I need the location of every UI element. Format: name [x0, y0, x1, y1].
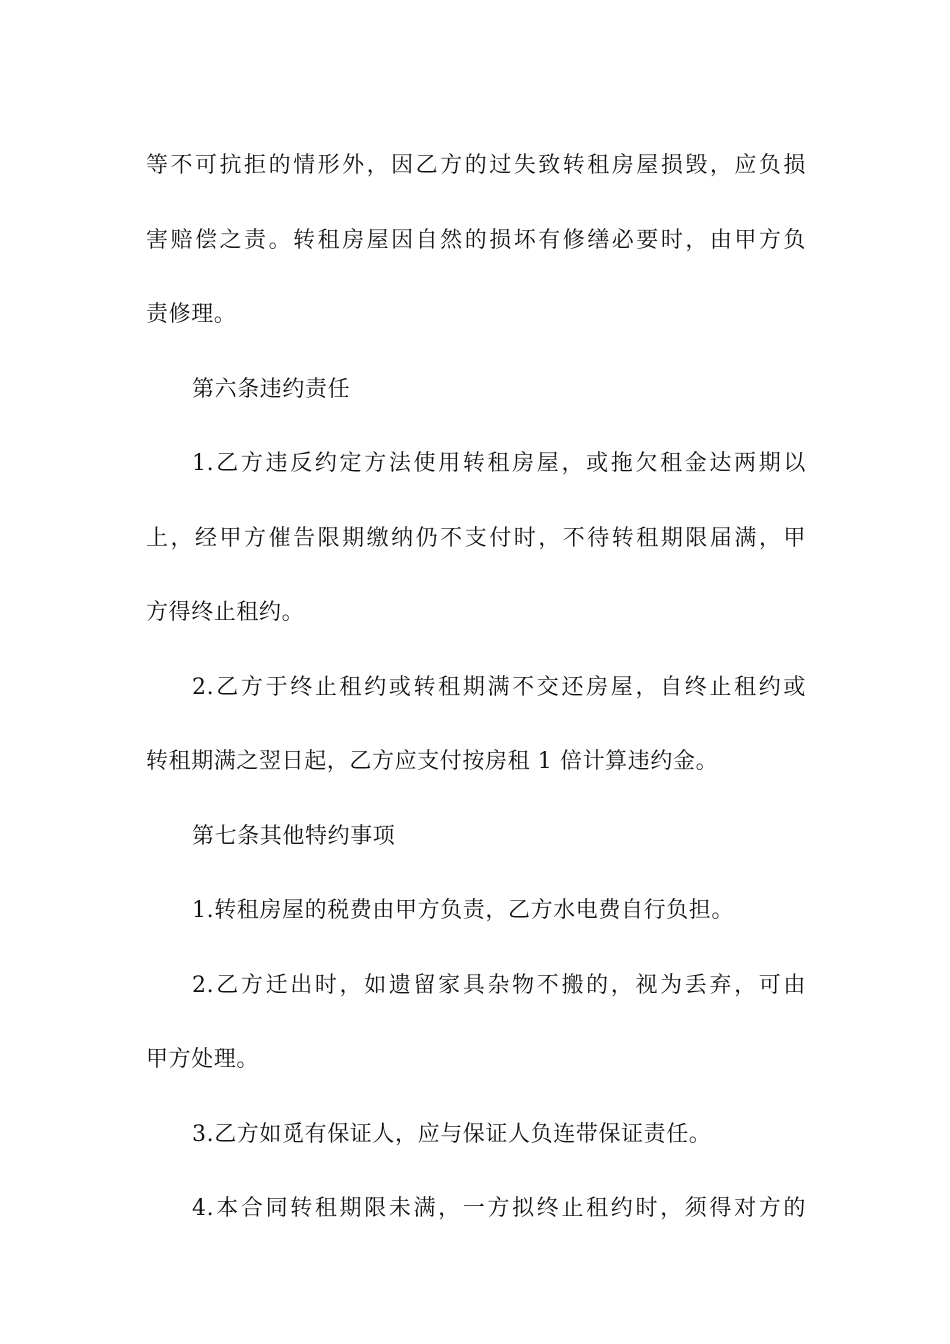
- text-line-7: 方得终止租约。: [146, 600, 305, 625]
- section-heading-article-6: 第六条违约责任: [192, 376, 351, 402]
- text-line-1: 等不可抗拒的情形外，因乙方的过失致转租房屋损毁，应负损: [146, 153, 806, 178]
- section-heading-article-7: 第七条其他特约事项: [192, 823, 396, 849]
- text-line-12: 2.乙方迁出时，如遗留家具杂物不搬的，视为丢弃，可由: [192, 972, 806, 998]
- text-line-11: 1.转租房屋的税费由甲方负责，乙方水电费自行负担。: [192, 898, 734, 923]
- text-line-13: 甲方处理。: [146, 1047, 260, 1072]
- text-line-6: 上，经甲方催告限期缴纳仍不支付时，不待转租期限届满，甲: [146, 525, 806, 551]
- document-body: [146, 129, 806, 1247]
- text-line-5: 1.乙方违反约定方法使用转租房屋，或拖欠租金达两期以: [192, 451, 806, 476]
- text-line-2: 害赔偿之责。转租房屋因自然的损坏有修缮必要时，由甲方负: [146, 227, 806, 253]
- text-line-3: 责修理。: [146, 302, 237, 327]
- text-line-14: 3.乙方如觅有保证人，应与保证人负连带保证责任。: [192, 1121, 712, 1147]
- text-line-8: 2.乙方于终止租约或转租期满不交还房屋，自终止租约或: [192, 674, 806, 700]
- text-line-9: 转租期满之翌日起，乙方应支付按房租 1 倍计算违约金。: [146, 749, 719, 774]
- text-line-15: 4.本合同转租期限未满，一方拟终止租约时，须得对方的: [192, 1196, 806, 1221]
